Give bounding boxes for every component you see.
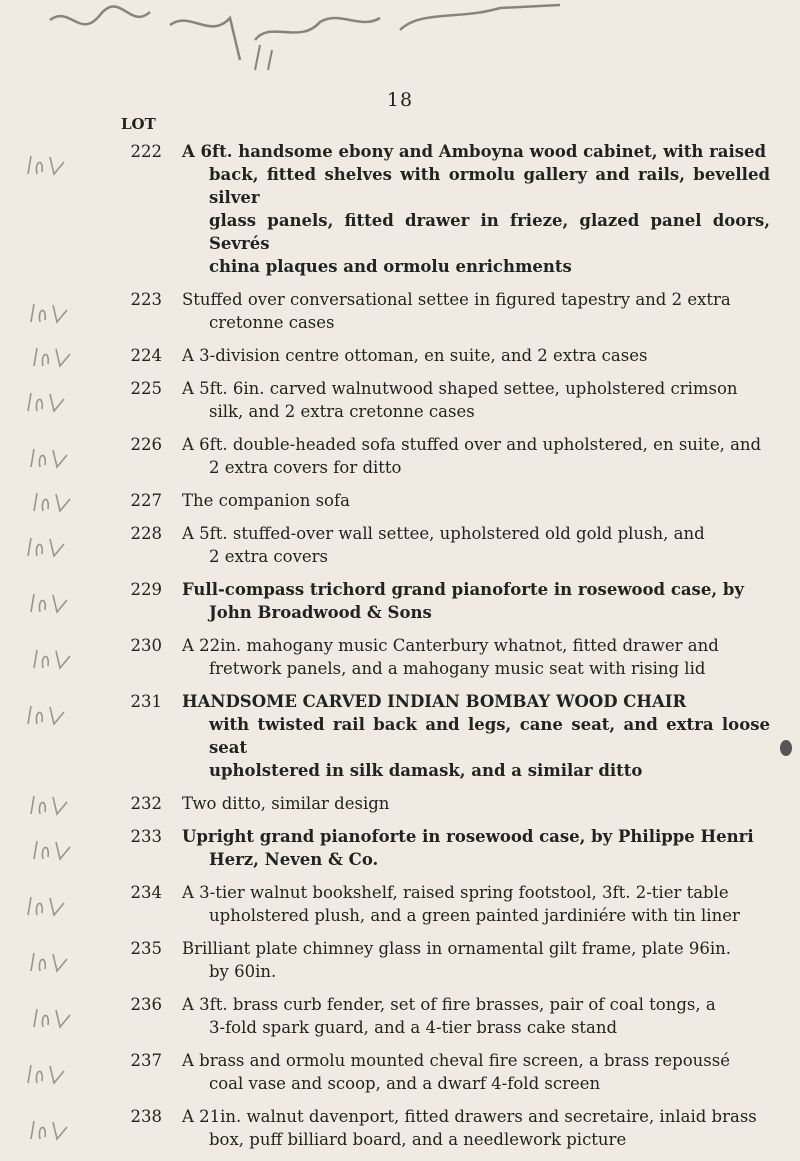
lot-description — [182, 140, 770, 278]
lot-entry — [0, 377, 800, 423]
description-line: Brilliant plate chimney glass in ornamental gilt frame, plate 96in. — [182, 939, 732, 958]
description-line: Two ditto, similar design — [182, 794, 390, 813]
description-line: Full-compass trichord grand pianoforte in rosewood case, by — [182, 580, 744, 599]
lot-entry — [0, 993, 800, 1039]
description-line: A 6ft. double-headed sofa stuffed over and upholstered, en suite, and — [182, 435, 762, 454]
lot-description — [182, 792, 770, 815]
description-line: HANDSOME CARVED INDIAN BOMBAY WOOD CHAIR — [182, 692, 687, 711]
pencil-margin-mark — [4, 592, 74, 614]
description-line: 2 extra covers for ditto — [209, 458, 402, 477]
pencil-margin-mark — [4, 951, 74, 973]
description-line: Herz, Neven & Co. — [209, 850, 379, 869]
description-line: fretwork panels, and a mahogany music seat with rising lid — [209, 659, 706, 678]
pencil-margin-mark — [4, 154, 74, 176]
lot-number: 225 — [130, 379, 162, 398]
lot-number: 227 — [130, 491, 162, 510]
lot-number: 224 — [130, 346, 162, 365]
lot-entry — [0, 634, 800, 680]
description-line: A 5ft. 6in. carved walnutwood shaped settee, upholstered crimson — [182, 379, 738, 398]
lot-entry — [0, 522, 800, 568]
pencil-margin-mark — [4, 536, 74, 558]
lot-entry — [0, 881, 800, 927]
lot-entry — [0, 1049, 800, 1095]
ink-blot — [778, 738, 794, 758]
lot-entry — [0, 825, 800, 871]
pencil-margin-mark — [4, 648, 74, 670]
lot-number: 236 — [130, 995, 162, 1014]
lot-entry — [0, 433, 800, 479]
description-line: A 3-tier walnut bookshelf, raised spring footstool, 3ft. 2-tier table — [182, 883, 729, 902]
lot-description — [182, 377, 770, 423]
handwritten-scrawl — [40, 0, 600, 75]
pencil-margin-mark — [4, 1063, 74, 1085]
description-line: with twisted rail back and legs, cane seat, and extra loose seat — [209, 715, 770, 757]
lot-entry — [0, 690, 800, 782]
lot-number: 231 — [130, 692, 162, 711]
description-line: Upright grand pianoforte in rosewood case, by Philippe Henri — [182, 827, 754, 846]
lot-description — [182, 522, 770, 568]
lot-entry — [0, 792, 800, 815]
lot-description — [182, 288, 770, 334]
description-line: A 5ft. stuffed-over wall settee, upholstered old gold plush, and — [182, 524, 705, 543]
description-line: silk, and 2 extra cretonne cases — [209, 402, 475, 421]
pencil-margin-mark — [4, 391, 74, 413]
description-line: The companion sofa — [182, 491, 350, 510]
pencil-margin-mark — [4, 1007, 74, 1029]
pencil-margin-mark — [4, 491, 74, 513]
lot-description — [182, 825, 770, 871]
page-number: 18 — [386, 89, 414, 111]
pencil-margin-mark — [4, 704, 74, 726]
lot-description — [182, 433, 770, 479]
lot-entry — [0, 489, 800, 512]
lot-column-header: LOT — [121, 115, 156, 133]
lot-description — [182, 489, 770, 512]
lot-description — [182, 344, 770, 367]
description-line: 3-fold spark guard, and a 4-tier brass cake stand — [209, 1018, 618, 1037]
lot-entry — [0, 344, 800, 367]
lot-description — [182, 1049, 770, 1095]
lot-description — [182, 937, 770, 983]
lot-number: 233 — [130, 827, 162, 846]
description-line: A brass and ormolu mounted cheval fire screen, a brass repoussé — [182, 1051, 730, 1070]
pencil-margin-mark — [4, 895, 74, 917]
lot-number: 232 — [130, 794, 162, 813]
pencil-margin-mark — [4, 1119, 74, 1141]
lot-number: 234 — [130, 883, 162, 902]
description-line: A 3ft. brass curb fender, set of fire brasses, pair of coal tongs, a — [182, 995, 716, 1014]
pencil-margin-mark — [4, 447, 74, 469]
description-line: china plaques and ormolu enrichments — [209, 257, 572, 276]
description-line: John Broadwood & Sons — [209, 603, 432, 622]
lot-description — [182, 881, 770, 927]
description-line: 2 extra covers — [209, 547, 329, 566]
lot-entry — [0, 1105, 800, 1151]
lot-number: 229 — [130, 580, 162, 599]
pencil-margin-mark — [4, 302, 74, 324]
description-line: A 6ft. handsome ebony and Amboyna wood cabinet, with raised — [182, 142, 767, 161]
lot-number: 228 — [130, 524, 162, 543]
description-line: coal vase and scoop, and a dwarf 4-fold screen — [209, 1074, 601, 1093]
lot-entry — [0, 288, 800, 334]
description-line: Stuffed over conversational settee in figured tapestry and 2 extra — [182, 290, 731, 309]
lot-description — [182, 993, 770, 1039]
lot-description — [182, 690, 770, 782]
description-line: by 60in. — [209, 962, 277, 981]
lot-entry — [0, 140, 800, 278]
description-line: glass panels, fitted drawer in frieze, glazed panel doors, Sevrés — [209, 211, 770, 253]
description-line: upholstered in silk damask, and a similar ditto — [209, 761, 643, 780]
description-line: box, puff billiard board, and a needlework picture — [209, 1130, 627, 1149]
lot-number: 230 — [130, 636, 162, 655]
lot-number: 226 — [130, 435, 162, 454]
description-line: back, fitted shelves with ormolu gallery and rails, bevelled silver — [209, 165, 770, 207]
description-line: A 22in. mahogany music Canterbury whatnot, fitted drawer and — [182, 636, 719, 655]
lot-number: 222 — [130, 142, 162, 161]
pencil-margin-mark — [4, 346, 74, 368]
lot-entry — [0, 937, 800, 983]
description-line: A 21in. walnut davenport, fitted drawers and secretaire, inlaid brass — [182, 1107, 757, 1126]
pencil-margin-mark — [4, 839, 74, 861]
lot-description — [182, 1105, 770, 1151]
description-line: A 3-division centre ottoman, en suite, and 2 extra cases — [182, 346, 648, 365]
lot-description — [182, 634, 770, 680]
lot-number: 223 — [130, 290, 162, 309]
lot-number: 235 — [130, 939, 162, 958]
lot-entry — [0, 578, 800, 624]
pencil-margin-mark — [4, 794, 74, 816]
description-line: upholstered plush, and a green painted jardiniére with tin liner — [209, 906, 740, 925]
lot-list — [0, 140, 800, 1161]
lot-description — [182, 578, 770, 624]
description-line: cretonne cases — [209, 313, 335, 332]
lot-number: 238 — [130, 1107, 162, 1126]
lot-number: 237 — [130, 1051, 162, 1070]
